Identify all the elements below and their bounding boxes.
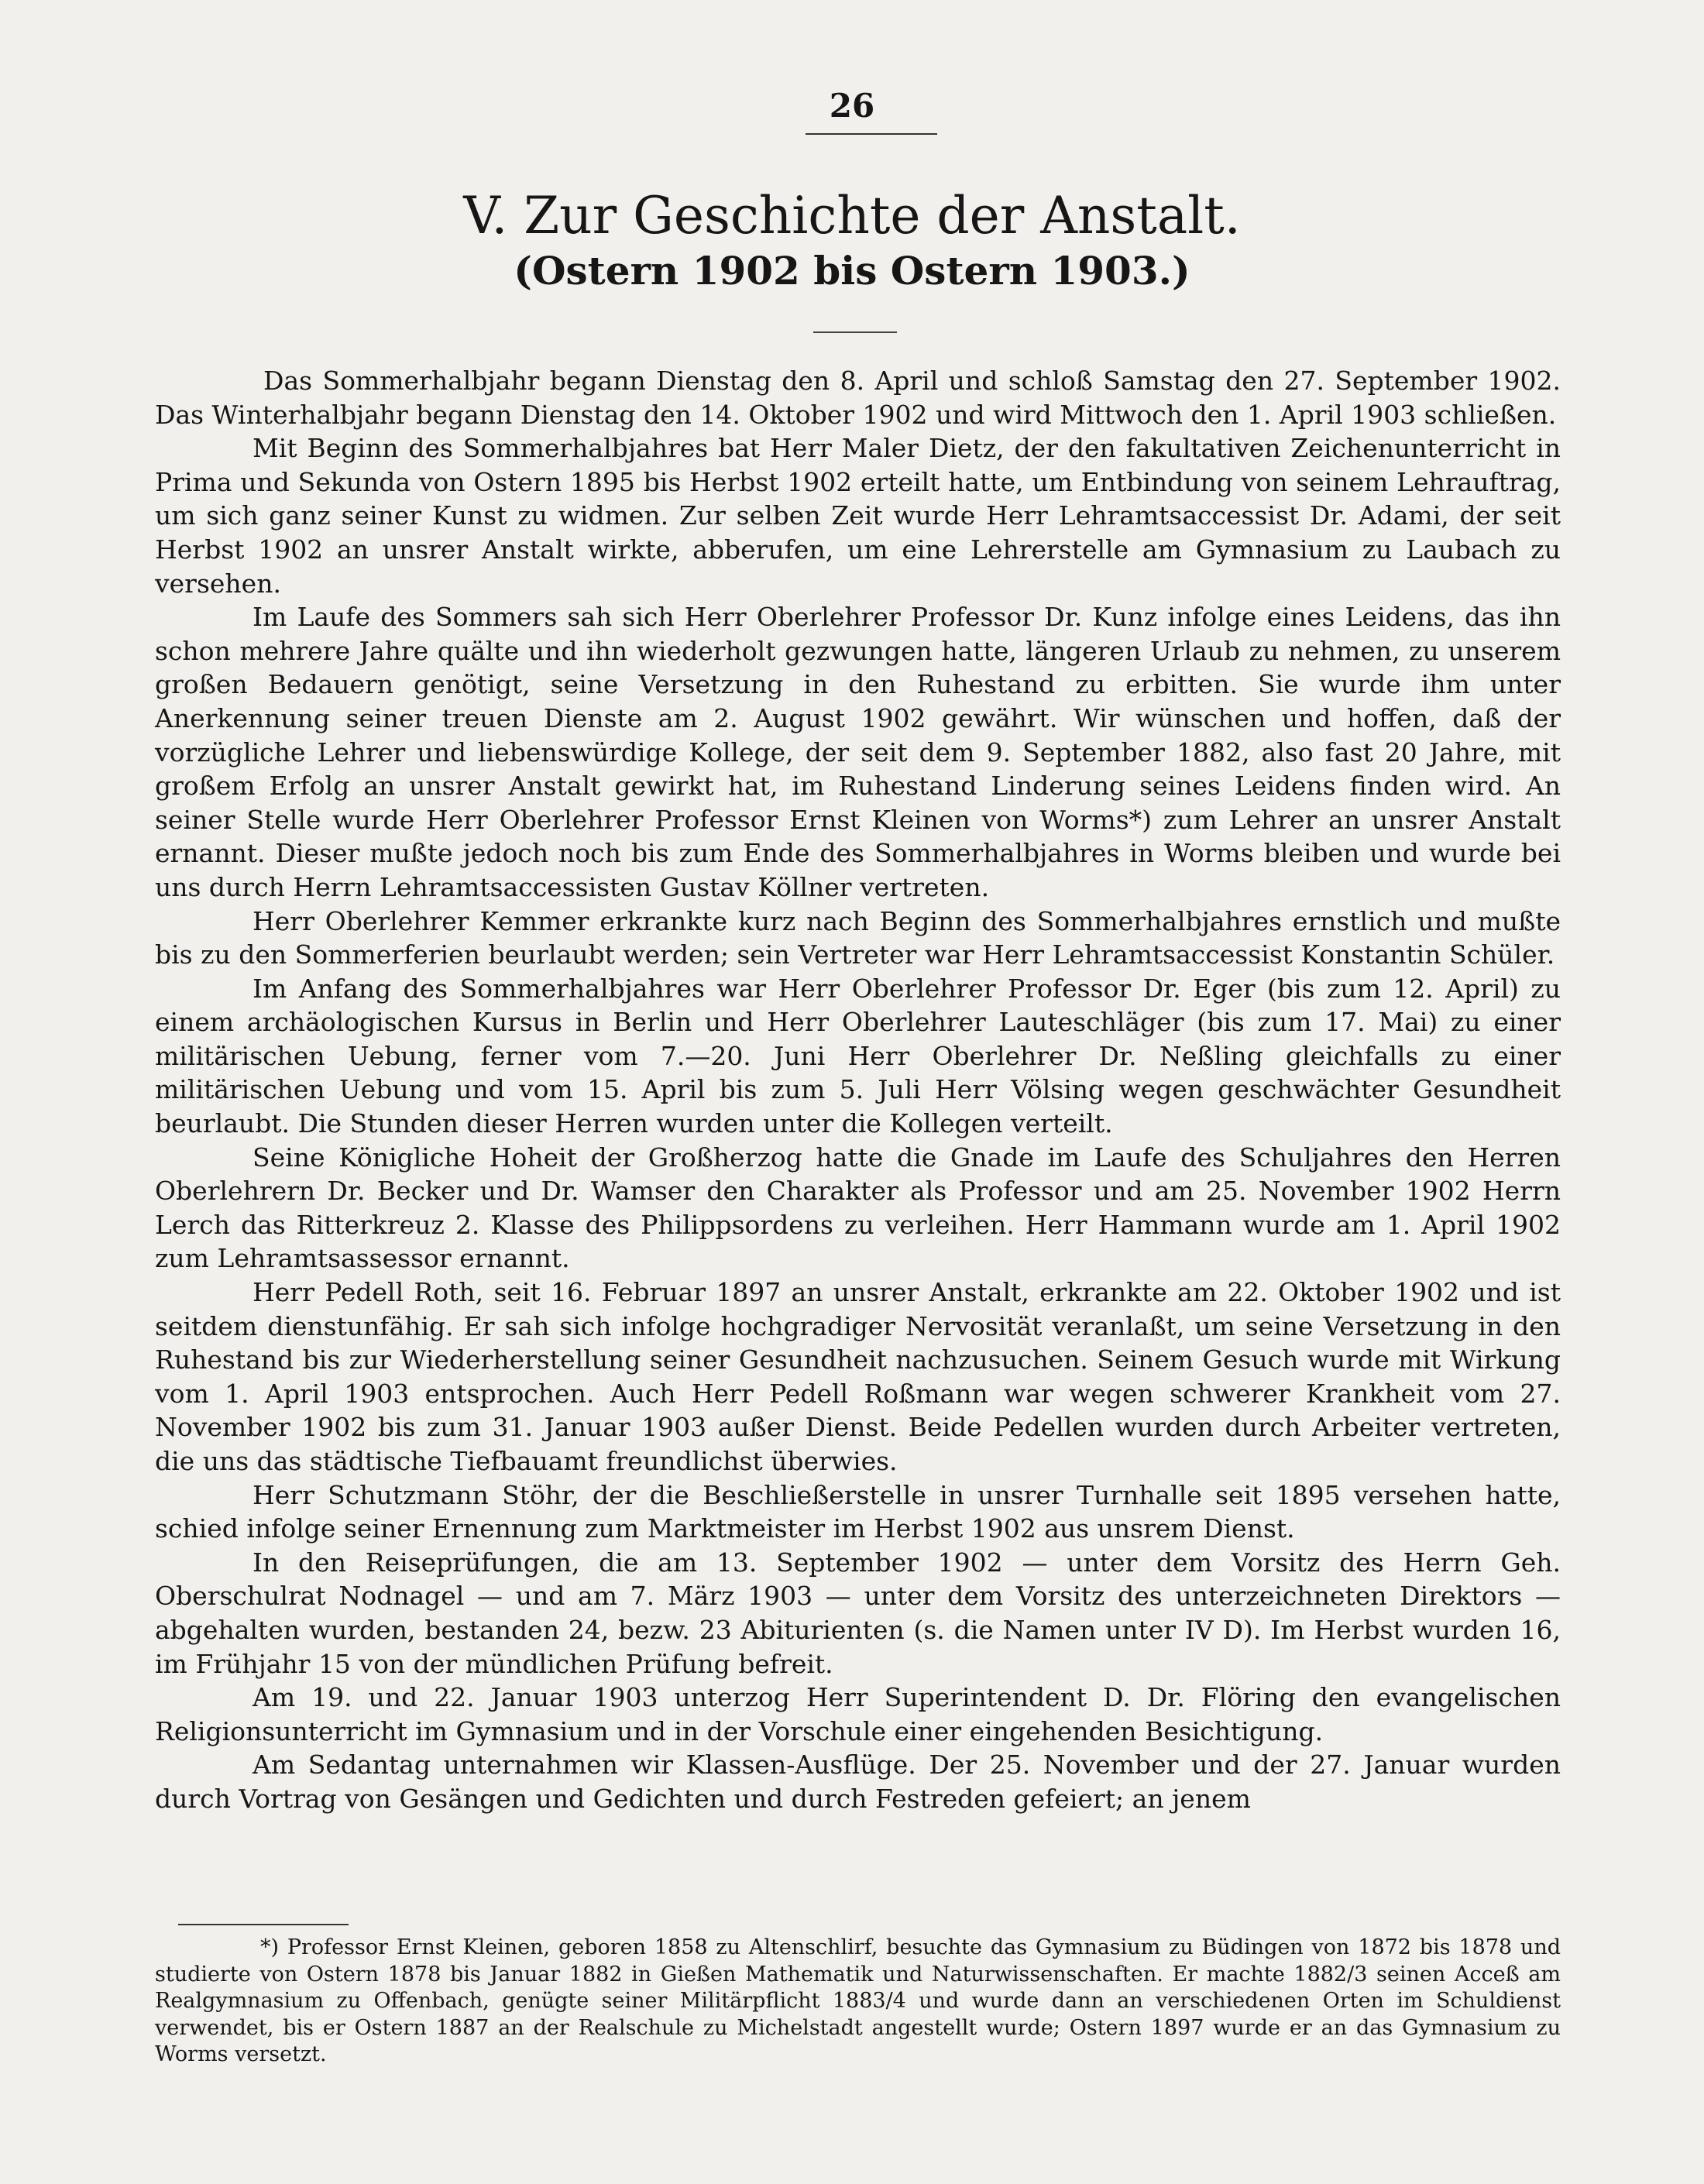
paragraph-5: Im Anfang des Sommerhalbjahres war Herr Oberlehrer Professor Dr. Eger (bis zum 12. April) zu einem archäologischen Kursus in Berlin und Herr Oberlehrer Lauteschläger (bis zum 17. Mai) zu einer militärischen Uebung, ferner vom 7.—20. Juni Herr Oberlehrer Dr. Neßling gleichfalls zu einer militärischen Uebung und vom 15. April bis zum 5. Juli Herr Völsing wegen geschwächter Gesundheit beurlaubt. Die Stunden dieser Herren wurden unter die Kollegen verteilt. [155, 973, 1561, 1139]
paragraph-1: Das Sommerhalbjahr begann Dienstag den 8. April und schloß Samstag den 27. September 1902. Das Winterhalbjahr begann Dienstag den 14. Oktober 1902 und wird Mittwoch den 1. April 1903 schließen. [155, 366, 1561, 430]
title-rule [813, 331, 897, 333]
paragraph-9: In den Reiseprüfungen, die am 13. September 1902 — unter dem Vorsitz des Herrn Geh. Oberschulrat Nodnagel — und am 7. März 1903 — unter dem Vorsitz des unterzeichneten Direktors — abgehalten wurden, bestanden 24, bezw. 23 Abiturienten (s. die Namen unter IV D). Im Herbst wurden 16, im Frühjahr 15 von der mündlichen Prüfung befreit. [155, 1547, 1561, 1679]
paragraph-4: Herr Oberlehrer Kemmer erkrankte kurz nach Beginn des Sommerhalbjahres ernstlich und mußte bis zu den Sommerferien beurlaubt werden; sein Vertreter war Herr Lehramtsaccessist Konstantin Schüler. [155, 905, 1561, 970]
section-title: V. Zur Geschichte der Anstalt. [463, 186, 1241, 246]
page-number-rule [806, 133, 937, 135]
body-text [155, 364, 1561, 1816]
paragraph-8: Herr Schutzmann Stöhr, der die Beschließerstelle in unsrer Turnhalle seit 1895 versehen hatte, schied infolge seiner Ernennung zum Marktmeister im Herbst 1902 aus unsrem Dienst. [155, 1479, 1561, 1544]
paragraph-7: Herr Pedell Roth, seit 16. Februar 1897 an unsrer Anstalt, erkrankte am 22. Oktober 1902 und ist seitdem dienstunfähig. Er sah sich infolge hochgradiger Nervosität veranlaßt, um seine Versetzung in den Ruhestand bis zur Wiederherstellung seiner Gesundheit nachzusuchen. Seinem Gesuch wurde mit Wirkung vom 1. April 1903 entsprochen. Auch Herr Pedell Roßmann war wegen schwerer Krankheit vom 27. November 1902 bis zum 31. Januar 1903 außer Dienst. Beide Pedellen wurden durch Arbeiter vertreten, die uns das städtische Tiefbauamt freundlichst überwies. [155, 1277, 1561, 1476]
page-number: 26 [829, 87, 875, 125]
paragraph-3: Im Laufe des Sommers sah sich Herr Oberlehrer Professor Dr. Kunz infolge eines Leidens, das ihn schon mehrere Jahre quälte und ihn wiederholt gezwungen hatte, längeren Urlaub zu nehmen, zu unserem großen Bedauern genötigt, seine Versetzung in den Ruhestand zu erbitten. Sie wurde ihm unter Anerkennung seiner treuen Dienste am 2. August 1902 gewährt. Wir wünschen und hoffen, daß der vorzügliche Lehrer und liebenswürdige Kollege, der seit dem 9. September 1882, also fast 20 Jahre, mit großem Erfolg an unsrer Anstalt gewirkt hat, im Ruhestand Linderung seines Leidens finden wird. An seiner Stelle wurde Herr Oberlehrer Professor Ernst Kleinen von Worms*) zum Lehrer an unsrer Anstalt ernannt. Dieser mußte jedoch noch bis zum Ende des Sommerhalbjahres in Worms bleiben und wurde bei uns durch Herrn Lehramtsaccessisten Gustav Köllner vertreten. [155, 602, 1561, 902]
paragraph-11: Am Sedantag unternahmen wir Klassen-Ausflüge. Der 25. November und der 27. Januar wurden durch Vortrag von Gesängen und Gedichten und durch Festreden gefeiert; an jenem [155, 1750, 1561, 1814]
footnote-rule [178, 1924, 349, 1925]
footnote: *) Professor Ernst Kleinen, geboren 1858 zu Altenschlirf, besuchte das Gymnasium zu Büdingen von 1872 bis 1878 und studierte von Ostern 1878 bis Januar 1882 in Gießen Mathematik und Naturwissenschaften. Er machte 1882/3 seinen Acceß am Realgymnasium zu Offenbach, genügte seiner Militärpflicht 1883/4 und wurde dann an verschiedenen Orten im Schuldienst verwendet, bis er Ostern 1887 an der Realschule zu Michelstadt angestellt wurde; Ostern 1897 wurde er an das Gymnasium zu Worms versetzt. [155, 1935, 1561, 2067]
paragraph-10: Am 19. und 22. Januar 1903 unterzog Herr Superintendent D. Dr. Flöring den evangelischen Religionsunterricht im Gymnasium und in der Vorschule einer eingehenden Besichtigung. [155, 1682, 1561, 1746]
paragraph-2: Mit Beginn des Sommerhalbjahres bat Herr Maler Dietz, der den fakultativen Zeichenunterricht in Prima und Sekunda von Ostern 1895 bis Herbst 1902 erteilt hatte, um Entbindung von seinem Lehrauftrag, um sich ganz seiner Kunst zu widmen. Zur selben Zeit wurde Herr Lehramtsaccessist Dr. Adami, der seit Herbst 1902 an unsrer Anstalt wirkte, abberufen, um eine Lehrerstelle am Gymnasium zu Laubach zu versehen. [155, 433, 1561, 599]
section-subtitle: (Ostern 1902 bis Ostern 1903.) [514, 248, 1190, 294]
paragraph-6: Seine Königliche Hoheit der Großherzog hatte die Gnade im Laufe des Schuljahres den Herren Oberlehrern Dr. Becker und Dr. Wamser den Charakter als Professor und am 25. November 1902 Herrn Lerch das Ritterkreuz 2. Klasse des Philippsordens zu verleihen. Herr Hammann wurde am 1. April 1902 zum Lehramtsassessor ernannt. [155, 1142, 1561, 1274]
